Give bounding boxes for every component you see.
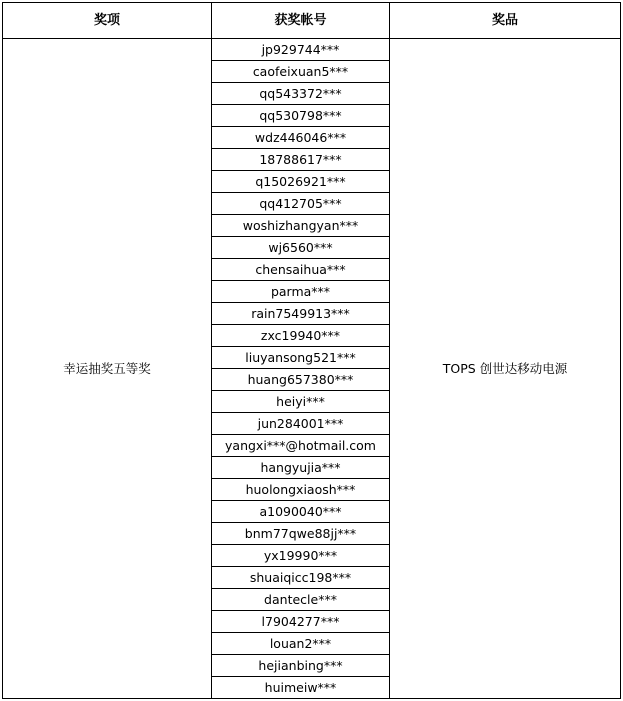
winner-account: qq543372*** bbox=[212, 83, 390, 105]
winner-account: heiyi*** bbox=[212, 391, 390, 413]
header-prize: 奖品 bbox=[390, 3, 621, 39]
table-body bbox=[3, 39, 621, 699]
winner-account: wj6560*** bbox=[212, 237, 390, 259]
prize-level-cell: 幸运抽奖五等奖 bbox=[3, 39, 212, 699]
winner-account: liuyansong521*** bbox=[212, 347, 390, 369]
winner-account: huang657380*** bbox=[212, 369, 390, 391]
winner-account: yangxi***@hotmail.com bbox=[212, 435, 390, 457]
prize-cell: TOPS 创世达移动电源 bbox=[390, 39, 621, 699]
winner-account: hejianbing*** bbox=[212, 655, 390, 677]
winner-account: caofeixuan5*** bbox=[212, 61, 390, 83]
winner-account: a1090040*** bbox=[212, 501, 390, 523]
winner-account: zxc19940*** bbox=[212, 325, 390, 347]
winner-account: rain7549913*** bbox=[212, 303, 390, 325]
header-row bbox=[3, 3, 621, 39]
winner-account: bnm77qwe88jj*** bbox=[212, 523, 390, 545]
winner-account: wdz446046*** bbox=[212, 127, 390, 149]
winner-account: parma*** bbox=[212, 281, 390, 303]
winner-account: dantecle*** bbox=[212, 589, 390, 611]
winner-account: jp929744*** bbox=[212, 39, 390, 61]
winner-account: huolongxiaosh*** bbox=[212, 479, 390, 501]
header-winner-account: 获奖帐号 bbox=[212, 3, 390, 39]
winner-account: l7904277*** bbox=[212, 611, 390, 633]
winner-account: woshizhangyan*** bbox=[212, 215, 390, 237]
winner-account: huimeiw*** bbox=[212, 677, 390, 699]
table-row bbox=[3, 39, 621, 61]
winner-account: qq412705*** bbox=[212, 193, 390, 215]
winner-account: yx19990*** bbox=[212, 545, 390, 567]
winner-account: jun284001*** bbox=[212, 413, 390, 435]
winner-account: q15026921*** bbox=[212, 171, 390, 193]
prize-winners-table bbox=[2, 2, 621, 699]
winner-account: chensaihua*** bbox=[212, 259, 390, 281]
winner-account: qq530798*** bbox=[212, 105, 390, 127]
winner-account: louan2*** bbox=[212, 633, 390, 655]
winner-account: shuaiqicc198*** bbox=[212, 567, 390, 589]
winner-account: hangyujia*** bbox=[212, 457, 390, 479]
winner-account: 18788617*** bbox=[212, 149, 390, 171]
header-prize-level: 奖项 bbox=[3, 3, 212, 39]
